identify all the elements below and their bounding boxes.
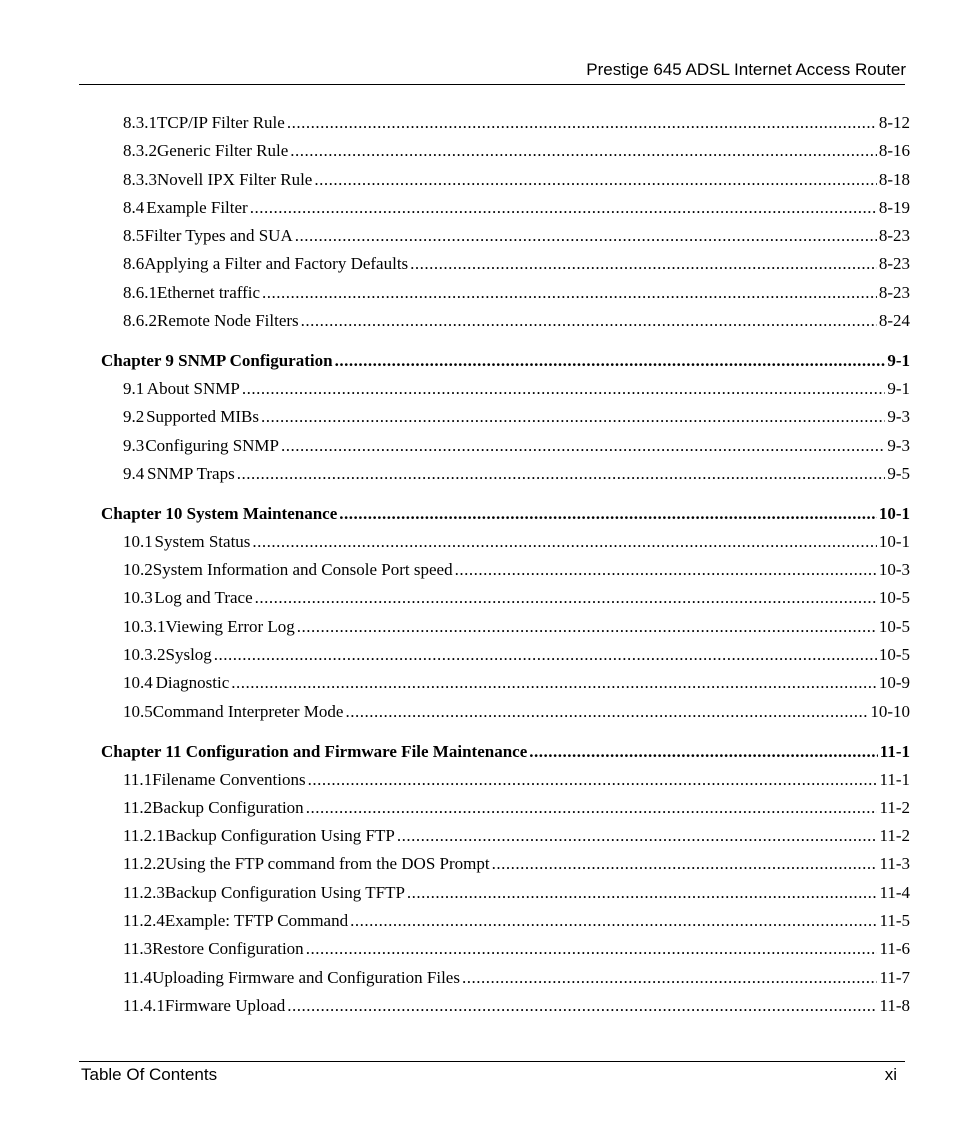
toc-dot-leader bbox=[287, 113, 877, 133]
toc-entry-title: Generic Filter Rule bbox=[157, 141, 289, 160]
toc-entry-title: Chapter 10 System Maintenance bbox=[101, 504, 338, 523]
toc-dot-leader bbox=[339, 504, 877, 524]
toc-entry[interactable] bbox=[123, 198, 910, 218]
toc-entry[interactable] bbox=[123, 939, 910, 959]
toc-entry[interactable] bbox=[123, 588, 910, 608]
toc-entry[interactable] bbox=[123, 532, 910, 552]
toc-entry-title: About SNMP bbox=[146, 379, 240, 398]
running-header-title: Prestige 645 ADSL Internet Access Router bbox=[586, 60, 906, 79]
toc-entry-title: System Information and Console Port speed bbox=[152, 560, 453, 579]
toc-entry-page: 11-1 bbox=[879, 742, 910, 761]
toc-entry-title: Restore Configuration bbox=[152, 939, 304, 958]
toc-entry-title: Firmware Upload bbox=[164, 996, 286, 1015]
toc-entry[interactable] bbox=[123, 560, 910, 580]
toc-entry-page: 8-24 bbox=[878, 311, 910, 330]
toc-entry-number: 11.2.1 bbox=[123, 826, 165, 845]
toc-entry-page: 11-8 bbox=[879, 996, 910, 1015]
toc-dot-leader bbox=[462, 968, 878, 988]
toc-entry-title: Novell IPX Filter Rule bbox=[157, 170, 313, 189]
toc-entry-number: 8.6.2 bbox=[123, 311, 157, 330]
toc-entry-number: 10.4 bbox=[123, 673, 153, 692]
toc-entry-number: 8.5 bbox=[123, 226, 145, 245]
toc-entry-page: 8-18 bbox=[878, 170, 910, 189]
toc-entry-title: Filter Types and SUA bbox=[144, 226, 293, 245]
toc-entry-number: 9.3 bbox=[123, 436, 145, 455]
toc-entry-title: Configuring SNMP bbox=[145, 436, 280, 455]
toc-dot-leader bbox=[306, 939, 878, 959]
toc-entry-page: 10-5 bbox=[878, 645, 910, 664]
toc-entry-number: 10.3.1 bbox=[123, 617, 166, 636]
toc-entry[interactable] bbox=[123, 254, 910, 274]
toc-entry-title: System Status bbox=[154, 532, 251, 551]
toc-entry[interactable] bbox=[123, 996, 910, 1016]
toc-entry-number: 11.1 bbox=[123, 770, 153, 789]
toc-dot-leader bbox=[335, 351, 886, 371]
toc-entry-title: Using the FTP command from the DOS Prompt bbox=[164, 854, 490, 873]
toc-entry-page: 10-5 bbox=[878, 617, 910, 636]
toc-dot-leader bbox=[492, 854, 878, 874]
toc-dot-leader bbox=[345, 702, 868, 722]
toc-entry-title: Backup Configuration Using TFTP bbox=[164, 883, 405, 902]
toc-chapter-entry[interactable] bbox=[101, 504, 910, 524]
toc-dot-leader bbox=[262, 283, 877, 303]
toc-entry-title: Uploading Firmware and Configuration Files bbox=[152, 968, 460, 987]
toc-entry-page: 9-3 bbox=[887, 436, 910, 455]
toc-entry-page: 11-5 bbox=[879, 911, 910, 930]
toc-entry-number: 8.3.3 bbox=[123, 170, 157, 189]
toc-entry-title: TCP/IP Filter Rule bbox=[157, 113, 285, 132]
toc-entry-page: 9-1 bbox=[887, 379, 910, 398]
toc-entry-page: 8-23 bbox=[878, 226, 910, 245]
toc-entry-title: Diagnostic bbox=[155, 673, 230, 692]
toc-entry-number: 11.2.4 bbox=[123, 911, 165, 930]
toc-dot-leader bbox=[397, 826, 878, 846]
toc-chapter-entry[interactable] bbox=[101, 351, 910, 371]
toc-entry-page: 10-10 bbox=[870, 702, 910, 721]
toc-entry[interactable] bbox=[123, 770, 910, 790]
toc-dot-leader bbox=[350, 911, 877, 931]
toc-entry-page: 8-23 bbox=[878, 254, 910, 273]
toc-dot-leader bbox=[410, 254, 877, 274]
toc-entry-page: 11-7 bbox=[879, 968, 910, 987]
toc-entry[interactable] bbox=[123, 645, 910, 665]
toc-entry-number: 10.1 bbox=[123, 532, 153, 551]
toc-entry-page: 10-9 bbox=[878, 673, 910, 692]
toc-dot-leader bbox=[295, 226, 877, 246]
toc-entry-title: Chapter 9 SNMP Configuration bbox=[101, 351, 333, 370]
toc-entry-title: Syslog bbox=[165, 645, 212, 664]
toc-entry[interactable] bbox=[123, 283, 910, 303]
toc-entry-number: 9.2 bbox=[123, 407, 145, 426]
toc-entry-title: Ethernet traffic bbox=[157, 283, 261, 302]
toc-dot-leader bbox=[250, 198, 877, 218]
toc-entry[interactable] bbox=[123, 464, 910, 484]
toc-entry[interactable] bbox=[123, 170, 910, 190]
toc-entry[interactable] bbox=[123, 379, 910, 399]
footer-page-number: xi bbox=[884, 1065, 897, 1084]
toc-entry-page: 8-19 bbox=[878, 198, 910, 217]
toc-entry-number: 11.2.2 bbox=[123, 854, 165, 873]
toc-entry-page: 11-2 bbox=[879, 798, 910, 817]
toc-entry[interactable] bbox=[123, 702, 910, 722]
toc-entry-number: 11.4 bbox=[123, 968, 153, 987]
footer-section-title: Table Of Contents bbox=[81, 1065, 218, 1084]
toc-dot-leader bbox=[306, 798, 878, 818]
toc-entry-title: Backup Configuration Using FTP bbox=[164, 826, 395, 845]
toc-dot-leader bbox=[261, 407, 885, 427]
toc-entry[interactable] bbox=[123, 673, 910, 693]
toc-entry[interactable] bbox=[123, 141, 910, 161]
toc-entry-title: Supported MIBs bbox=[146, 407, 259, 426]
toc-dot-leader bbox=[297, 617, 877, 637]
toc-dot-leader bbox=[237, 464, 886, 484]
toc-entry-page: 9-3 bbox=[887, 407, 910, 426]
toc-entry-number: 11.4.1 bbox=[123, 996, 165, 1015]
toc-entry-number: 9.1 bbox=[123, 379, 145, 398]
toc-entry[interactable] bbox=[123, 113, 910, 133]
toc-entry-number: 10.3 bbox=[123, 588, 153, 607]
toc-entry[interactable] bbox=[123, 968, 910, 988]
toc-dot-leader bbox=[308, 770, 878, 790]
toc-entry-title: Chapter 11 Configuration and Firmware File Maintenance bbox=[101, 742, 528, 761]
toc-entry-number: 8.6.1 bbox=[123, 283, 157, 302]
toc-entry-title: Log and Trace bbox=[154, 588, 253, 607]
toc-entry-number: 8.3.1 bbox=[123, 113, 157, 132]
toc-entry[interactable] bbox=[123, 911, 910, 931]
toc-entry-page: 8-23 bbox=[878, 283, 910, 302]
toc-entry-number: 11.2.3 bbox=[123, 883, 165, 902]
toc-entry[interactable] bbox=[123, 311, 910, 331]
toc-entry[interactable] bbox=[123, 226, 910, 246]
toc-entry-page: 8-16 bbox=[878, 141, 910, 160]
toc-entry-page: 9-5 bbox=[887, 464, 910, 483]
toc-entry-title: Viewing Error Log bbox=[165, 617, 295, 636]
toc-entry-number: 10.5 bbox=[123, 702, 153, 721]
toc-dot-leader bbox=[281, 436, 885, 456]
toc-entry-number: 9.4 bbox=[123, 464, 145, 483]
toc-dot-leader bbox=[290, 141, 877, 161]
toc-entry-title: Applying a Filter and Factory Defaults bbox=[144, 254, 409, 273]
toc-entry-title: Example: TFTP Command bbox=[164, 911, 349, 930]
toc-entry-title: Example Filter bbox=[146, 198, 248, 217]
toc-entry[interactable] bbox=[123, 407, 910, 427]
toc-dot-leader bbox=[214, 645, 877, 665]
toc-entry-page: 8-12 bbox=[878, 113, 910, 132]
toc-dot-leader bbox=[252, 532, 876, 552]
toc-dot-leader bbox=[255, 588, 877, 608]
toc-entry-page: 11-2 bbox=[879, 826, 910, 845]
toc-entry-page: 11-3 bbox=[879, 854, 910, 873]
footer-rule bbox=[79, 1061, 905, 1062]
toc-chapter-entry[interactable] bbox=[101, 742, 910, 762]
toc-entry-page: 9-1 bbox=[887, 351, 910, 370]
toc-entry[interactable] bbox=[123, 826, 910, 846]
toc-entry-page: 10-5 bbox=[878, 588, 910, 607]
toc-entry[interactable] bbox=[123, 854, 910, 874]
toc-entry-number: 10.2 bbox=[123, 560, 153, 579]
toc-entry-number: 10.3.2 bbox=[123, 645, 166, 664]
toc-entry[interactable] bbox=[123, 436, 910, 456]
toc-dot-leader bbox=[231, 673, 877, 693]
toc-entry-number: 11.3 bbox=[123, 939, 153, 958]
toc-entry-page: 10-1 bbox=[878, 504, 910, 523]
toc-entry-number: 8.3.2 bbox=[123, 141, 157, 160]
toc-entry[interactable] bbox=[123, 798, 910, 818]
toc-entry-number: 8.4 bbox=[123, 198, 145, 217]
toc-dot-leader bbox=[529, 742, 878, 762]
toc-entry-title: Backup Configuration bbox=[152, 798, 304, 817]
toc-entry-title: Remote Node Filters bbox=[157, 311, 299, 330]
toc-entry-page: 10-1 bbox=[878, 532, 910, 551]
toc-entry-page: 11-1 bbox=[879, 770, 910, 789]
toc-dot-leader bbox=[407, 883, 878, 903]
toc-entry-page: 10-3 bbox=[878, 560, 910, 579]
toc-dot-leader bbox=[455, 560, 877, 580]
toc-entry[interactable] bbox=[123, 617, 910, 637]
toc-dot-leader bbox=[242, 379, 885, 399]
toc-entry-number: 8.6 bbox=[123, 254, 145, 273]
toc-entry[interactable] bbox=[123, 883, 910, 903]
toc-dot-leader bbox=[287, 996, 877, 1016]
toc-entry-number: 11.2 bbox=[123, 798, 153, 817]
toc-entry-title: Command Interpreter Mode bbox=[152, 702, 344, 721]
toc-entry-page: 11-4 bbox=[879, 883, 910, 902]
toc-entry-page: 11-6 bbox=[879, 939, 910, 958]
toc-dot-leader bbox=[314, 170, 876, 190]
toc-entry-title: Filename Conventions bbox=[152, 770, 306, 789]
toc-entry-title: SNMP Traps bbox=[146, 464, 235, 483]
toc-dot-leader bbox=[301, 311, 877, 331]
